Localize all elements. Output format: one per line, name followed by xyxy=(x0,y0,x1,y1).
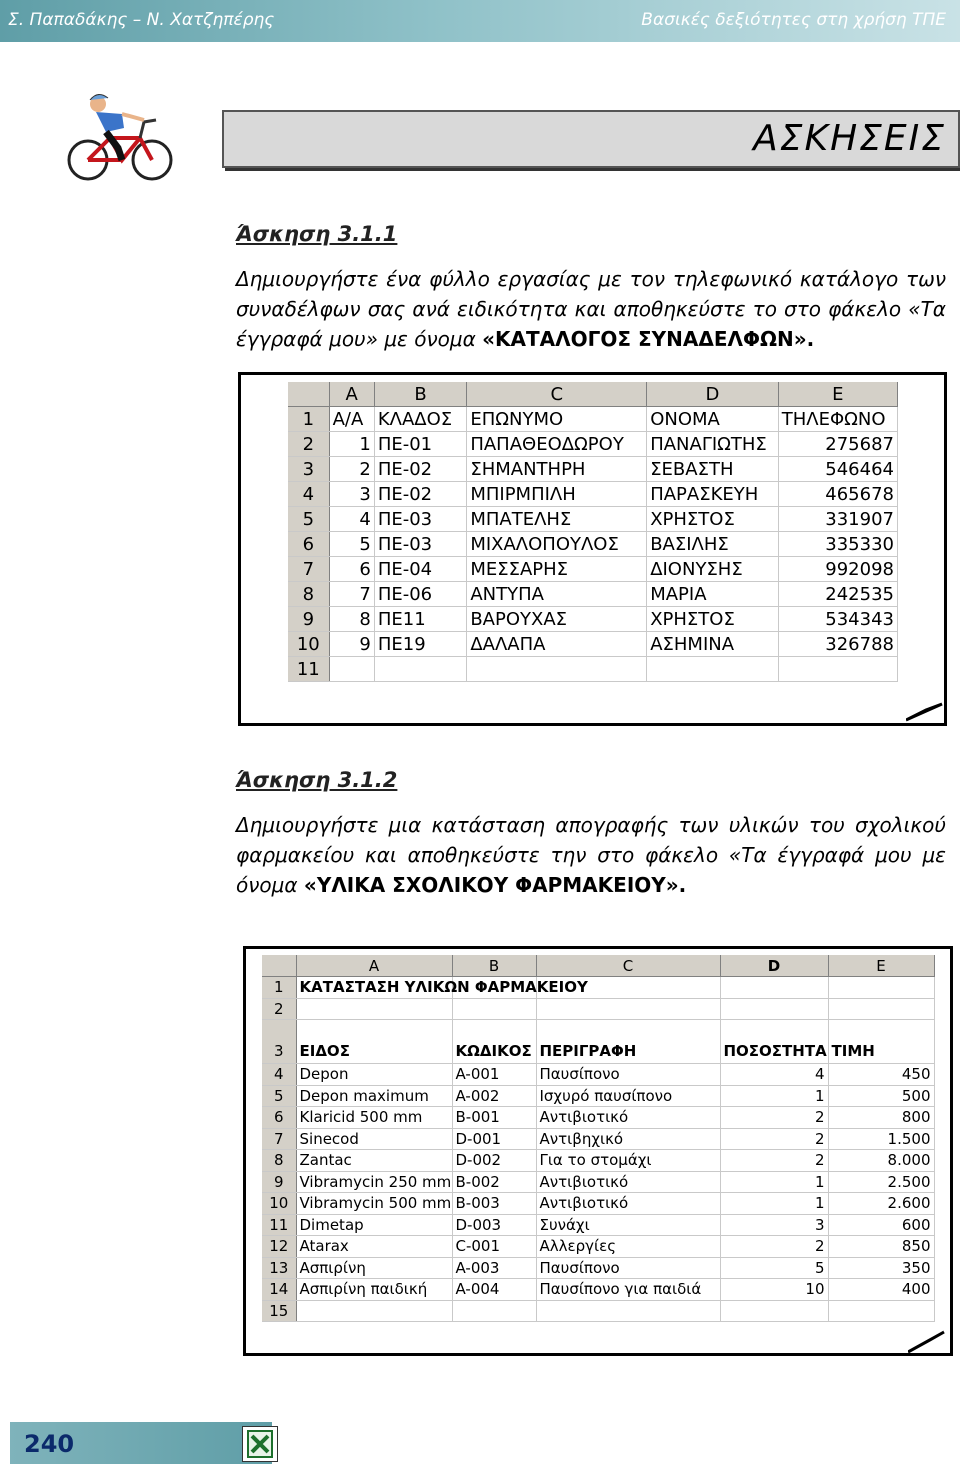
sheet-cell[interactable]: Συνάχι xyxy=(536,1214,720,1236)
sheet-cell[interactable]: 8 xyxy=(329,607,374,632)
exercise-2-title: Άσκηση 3.1.2 xyxy=(236,768,398,792)
row-header[interactable]: 2 xyxy=(288,432,329,457)
sheet-row xyxy=(262,1085,934,1107)
select-all-corner[interactable] xyxy=(262,955,296,977)
sheet-cell[interactable]: Sinecod xyxy=(296,1128,452,1150)
sheet-cell[interactable]: D-003 xyxy=(452,1214,536,1236)
sheet-row xyxy=(262,1279,934,1301)
sheet-cell[interactable]: Ασπιρίνη xyxy=(296,1257,452,1279)
sheet-cell[interactable]: 8.000 xyxy=(828,1150,934,1172)
sheet-cell[interactable] xyxy=(536,1300,720,1322)
sheet-cell[interactable] xyxy=(452,998,536,1020)
row-header[interactable]: 6 xyxy=(262,1107,296,1129)
exercise-2-text xyxy=(236,810,946,900)
sheet-cell[interactable]: 2 xyxy=(720,1128,828,1150)
sheet-row xyxy=(288,557,898,582)
header-authors: Σ. Παπαδάκης – Ν. Χατζηπέρης xyxy=(8,10,275,30)
sheet-cell[interactable]: ΚΛΑΔΟΣ xyxy=(374,407,467,432)
sheet-row xyxy=(288,582,898,607)
sheet-row xyxy=(288,407,898,432)
sheet-row xyxy=(262,977,934,999)
sheet-cell[interactable]: B-002 xyxy=(452,1171,536,1193)
excel-icon xyxy=(242,1426,278,1462)
row-header[interactable]: 6 xyxy=(288,532,329,557)
sheet-row xyxy=(288,432,898,457)
sheet-cell[interactable]: 600 xyxy=(828,1214,934,1236)
sheet-cell[interactable]: Αλλεργίες xyxy=(536,1236,720,1258)
sheet-cell[interactable]: 1 xyxy=(720,1171,828,1193)
sheet-cell[interactable]: 1.500 xyxy=(828,1128,934,1150)
page-number: 240 xyxy=(24,1430,75,1458)
exercise-1-text xyxy=(236,264,946,354)
sheet-cell[interactable] xyxy=(296,998,452,1020)
sheet-cell[interactable]: Παυσίπονο για παιδιά xyxy=(536,1279,720,1301)
sheet-cell[interactable] xyxy=(828,998,934,1020)
sheet-cell[interactable] xyxy=(536,998,720,1020)
sheet-row xyxy=(288,457,898,482)
sheet-cell[interactable]: ΕΙΔΟΣ xyxy=(296,1020,452,1064)
column-header-a[interactable]: A xyxy=(329,382,374,407)
sheet-cell[interactable]: 2 xyxy=(720,1150,828,1172)
row-header[interactable]: 5 xyxy=(288,507,329,532)
sheet-cell[interactable]: Αντιβιοτικό xyxy=(536,1193,720,1215)
sheet-cell[interactable]: 800 xyxy=(828,1107,934,1129)
sheet-row xyxy=(262,1257,934,1279)
sheet-cell[interactable]: ΠΕ-02 xyxy=(374,482,467,507)
sheet-cell[interactable]: ΜΕΣΣΑΡΗΣ xyxy=(467,557,647,582)
exercise-2-filename: «ΥΛΙΚΑ ΣΧΟΛΙΚΟΥ ΦΑΡΜΑΚΕΙΟΥ». xyxy=(303,873,687,897)
sheet-cell[interactable]: Ασπιρίνη παιδική xyxy=(296,1279,452,1301)
sheet-cell[interactable]: ΠΟΣΟΣΤΗΤΑ xyxy=(720,1020,828,1064)
sheet-cell[interactable]: 331907 xyxy=(778,507,897,532)
sheet-cell[interactable]: 6 xyxy=(329,557,374,582)
sheet-cell[interactable] xyxy=(828,1300,934,1322)
exercise-1-title: Άσκηση 3.1.1 xyxy=(236,222,398,246)
sheet-row xyxy=(288,532,898,557)
column-header-e[interactable]: E xyxy=(828,955,934,977)
sheet-row xyxy=(262,1236,934,1258)
sheet-cell[interactable]: A-002 xyxy=(452,1085,536,1107)
sheet-cell[interactable]: 275687 xyxy=(778,432,897,457)
sheet-cell[interactable]: 2.600 xyxy=(828,1193,934,1215)
row-header[interactable]: 7 xyxy=(288,557,329,582)
column-header-row xyxy=(262,955,934,977)
column-header-row xyxy=(288,382,898,407)
sheet-cell[interactable]: ΜΑΡΙΑ xyxy=(647,582,779,607)
column-header-d[interactable]: D xyxy=(647,382,779,407)
sheet-cell[interactable]: ΠΕ-01 xyxy=(374,432,467,457)
sheet-cell[interactable]: ΣΗΜΑΝΤΗΡΗ xyxy=(467,457,647,482)
sheet-cell[interactable]: ΑΝΤΥΠΑ xyxy=(467,582,647,607)
sheet-cell[interactable]: 4 xyxy=(720,1064,828,1086)
row-header[interactable]: 5 xyxy=(262,1085,296,1107)
sheet-row xyxy=(262,998,934,1020)
page-footer xyxy=(10,1422,272,1464)
sheet-cell[interactable]: 500 xyxy=(828,1085,934,1107)
sheet-cell[interactable]: ΔΙΟΝΥΣΗΣ xyxy=(647,557,779,582)
sheet-cell[interactable]: ΟΝΟΜΑ xyxy=(647,407,779,432)
sheet-cell[interactable]: Dimetap xyxy=(296,1214,452,1236)
sheet-cell[interactable]: 335330 xyxy=(778,532,897,557)
row-header[interactable]: 12 xyxy=(262,1236,296,1258)
row-header[interactable]: 1 xyxy=(288,407,329,432)
sheet-cell[interactable]: A-004 xyxy=(452,1279,536,1301)
sheet-cell[interactable]: ΠΑΠΑΘΕΟΔΩΡΟΥ xyxy=(467,432,647,457)
exercise-1-body: Δημιουργήστε ένα φύλλο εργασίας με τον τηλεφωνικό κατάλογο των συναδέλφων σας ανά ειδικότητα και αποθηκεύστε το στο φάκελο «Τα έγγραφά μου» με όνομα xyxy=(236,267,946,351)
sheet-cell[interactable]: ΕΠΩΝΥΜΟ xyxy=(467,407,647,432)
sheet-row xyxy=(262,1128,934,1150)
sheet-cell[interactable]: Klaricid 500 mm xyxy=(296,1107,452,1129)
row-header[interactable]: 1 xyxy=(262,977,296,999)
sheet-cell[interactable]: B-001 xyxy=(452,1107,536,1129)
sheet-cell[interactable]: Αντιβιοτικό xyxy=(536,1171,720,1193)
sheet-cell[interactable]: Παυσίπονο xyxy=(536,1257,720,1279)
sheet-cell[interactable] xyxy=(452,1300,536,1322)
sheet-cell[interactable]: 5 xyxy=(329,532,374,557)
sheet-cell[interactable] xyxy=(720,977,828,999)
select-all-corner[interactable] xyxy=(288,382,329,407)
column-header-c[interactable]: C xyxy=(467,382,647,407)
row-header[interactable]: 8 xyxy=(262,1150,296,1172)
column-header-c[interactable]: C xyxy=(536,955,720,977)
row-header[interactable]: 10 xyxy=(288,632,329,657)
row-header[interactable]: 9 xyxy=(262,1171,296,1193)
sheet-cell[interactable] xyxy=(374,657,467,682)
sheet-cell[interactable]: Atarax xyxy=(296,1236,452,1258)
sheet-cell[interactable]: D-001 xyxy=(452,1128,536,1150)
sheet-row xyxy=(288,657,898,682)
sheet-cell[interactable] xyxy=(296,1300,452,1322)
sheet-cell[interactable]: ΜΠΙΡΜΠΙΛΗ xyxy=(467,482,647,507)
row-header[interactable]: 14 xyxy=(262,1279,296,1301)
sheet-cell[interactable]: ΑΣΗΜΙΝΑ xyxy=(647,632,779,657)
sheet-cell[interactable]: Vibramycin 250 mm xyxy=(296,1171,452,1193)
sheet-cell[interactable]: 5 xyxy=(720,1257,828,1279)
sheet-row xyxy=(262,1107,934,1129)
sheet-cell[interactable]: Depon xyxy=(296,1064,452,1086)
sheet-cell[interactable]: Αντιβηχικό xyxy=(536,1128,720,1150)
sheet-cell[interactable]: ΒΑΣΙΛΗΣ xyxy=(647,532,779,557)
sheet-cell[interactable] xyxy=(778,657,897,682)
cyclist-icon xyxy=(66,88,178,186)
sheet-cell[interactable]: 2 xyxy=(720,1236,828,1258)
row-header[interactable]: 10 xyxy=(262,1193,296,1215)
sheet-cell[interactable]: ΠΕΡΙΓΡΑΦΗ xyxy=(536,1020,720,1064)
row-header[interactable]: 13 xyxy=(262,1257,296,1279)
column-header-a[interactable]: A xyxy=(296,955,452,977)
row-header[interactable]: 7 xyxy=(262,1128,296,1150)
row-header[interactable]: 3 xyxy=(262,1020,296,1064)
sheet-cell[interactable] xyxy=(467,657,647,682)
sheet-cell[interactable]: ΧΡΗΣΤΟΣ xyxy=(647,507,779,532)
page-curl-icon xyxy=(908,1328,948,1356)
row-header[interactable]: 8 xyxy=(288,582,329,607)
sheet-cell[interactable]: ΠΑΝΑΓΙΩΤΗΣ xyxy=(647,432,779,457)
phone-directory-sheet xyxy=(288,382,898,682)
sheet-cell[interactable]: 2 xyxy=(329,457,374,482)
sheet-row xyxy=(262,1020,934,1064)
sheet-cell[interactable]: 4 xyxy=(329,507,374,532)
sheet-row xyxy=(288,607,898,632)
sheet-cell[interactable]: B-003 xyxy=(452,1193,536,1215)
row-header[interactable]: 15 xyxy=(262,1300,296,1322)
sheet-row xyxy=(288,482,898,507)
row-header[interactable]: 11 xyxy=(262,1214,296,1236)
sheet-cell[interactable]: 546464 xyxy=(778,457,897,482)
sheet-cell[interactable]: Α/Α xyxy=(329,407,374,432)
sheet-cell[interactable]: ΠΑΡΑΣΚΕΥΗ xyxy=(647,482,779,507)
sheet-cell[interactable]: 1 xyxy=(720,1085,828,1107)
sheet-cell[interactable]: 2 xyxy=(720,1107,828,1129)
sheet-cell[interactable]: ΠΕ-03 xyxy=(374,532,467,557)
page-curl-icon xyxy=(906,700,946,726)
sheet-cell[interactable]: Παυσίπονο xyxy=(536,1064,720,1086)
sheet-cell[interactable]: 3 xyxy=(720,1214,828,1236)
sheet-cell[interactable] xyxy=(720,1300,828,1322)
sheet-row xyxy=(262,1193,934,1215)
sheet-cell[interactable]: Zantac xyxy=(296,1150,452,1172)
sheet-cell[interactable]: ΠΕ-02 xyxy=(374,457,467,482)
row-header[interactable]: 3 xyxy=(288,457,329,482)
sheet-cell[interactable]: 9 xyxy=(329,632,374,657)
sheet-row xyxy=(288,507,898,532)
sheet-cell[interactable] xyxy=(720,998,828,1020)
sheet-cell[interactable]: ΚΩΔΙΚΟΣ xyxy=(452,1020,536,1064)
sheet-cell[interactable]: 1 xyxy=(720,1193,828,1215)
sheet-cell[interactable]: ΠΕ-04 xyxy=(374,557,467,582)
sheet-cell[interactable] xyxy=(828,977,934,999)
sheet-cell[interactable]: D-002 xyxy=(452,1150,536,1172)
sheet-cell[interactable]: 450 xyxy=(828,1064,934,1086)
sheet-row xyxy=(262,1300,934,1322)
row-header[interactable]: 4 xyxy=(288,482,329,507)
sheet-cell[interactable]: 992098 xyxy=(778,557,897,582)
sheet-cell[interactable]: ΒΑΡΟΥΧΑΣ xyxy=(467,607,647,632)
sheet-cell[interactable]: Για το στομάχι xyxy=(536,1150,720,1172)
sheet-cell[interactable]: 7 xyxy=(329,582,374,607)
sheet-cell[interactable]: 400 xyxy=(828,1279,934,1301)
sheet-cell[interactable]: 242535 xyxy=(778,582,897,607)
sheet-cell[interactable]: ΠΕ-03 xyxy=(374,507,467,532)
header-book-title: Βασικές δεξιότητες στη χρήση ΤΠΕ xyxy=(641,10,946,30)
sheet-cell[interactable] xyxy=(329,657,374,682)
sheet-cell[interactable]: Ισχυρό παυσίπονο xyxy=(536,1085,720,1107)
column-header-b[interactable]: B xyxy=(452,955,536,977)
sheet-cell[interactable]: ΧΡΗΣΤΟΣ xyxy=(647,607,779,632)
sheet-cell[interactable]: 534343 xyxy=(778,607,897,632)
row-header[interactable]: 2 xyxy=(262,998,296,1020)
sheet-row xyxy=(262,1150,934,1172)
sheet-row xyxy=(288,632,898,657)
sheet-cell[interactable]: 3 xyxy=(329,482,374,507)
sheet-cell[interactable]: Αντιβιοτικό xyxy=(536,1107,720,1129)
sheet-cell[interactable]: 1 xyxy=(329,432,374,457)
sheet-cell[interactable]: A-003 xyxy=(452,1257,536,1279)
sheet-cell[interactable]: ΔΑΛΑΠΑ xyxy=(467,632,647,657)
banner-title: ΑΣΚΗΣΕΙΣ xyxy=(753,118,946,159)
sheet-cell[interactable]: C-001 xyxy=(452,1236,536,1258)
sheet-cell[interactable]: ΠΕ11 xyxy=(374,607,467,632)
sheet-cell[interactable]: 326788 xyxy=(778,632,897,657)
sheet-cell[interactable]: ΤΗΛΕΦΩΝΟ xyxy=(778,407,897,432)
sheet-cell[interactable]: ΠΕ19 xyxy=(374,632,467,657)
sheet-cell[interactable] xyxy=(647,657,779,682)
sheet-cell[interactable]: 465678 xyxy=(778,482,897,507)
sheet-cell[interactable]: Vibramycin 500 mm xyxy=(296,1193,452,1215)
sheet-cell[interactable]: 10 xyxy=(720,1279,828,1301)
exercises-banner xyxy=(222,110,960,168)
column-header-d[interactable]: D xyxy=(720,955,828,977)
sheet-row xyxy=(262,1171,934,1193)
sheet-cell[interactable]: Depon maximum xyxy=(296,1085,452,1107)
sheet-cell[interactable]: 850 xyxy=(828,1236,934,1258)
sheet-row xyxy=(262,1064,934,1086)
sheet-row xyxy=(262,1214,934,1236)
sheet-cell[interactable]: ΠΕ-06 xyxy=(374,582,467,607)
column-header-e[interactable]: E xyxy=(778,382,897,407)
sheet-cell[interactable]: 350 xyxy=(828,1257,934,1279)
column-header-b[interactable]: B xyxy=(374,382,467,407)
sheet-cell[interactable]: ΤΙΜΗ xyxy=(828,1020,934,1064)
exercise-1-filename: «ΚΑΤΑΛΟΓΟΣ ΣΥΝΑΔΕΛΦΩΝ». xyxy=(482,327,815,351)
pharmacy-inventory-sheet xyxy=(262,955,935,1322)
row-header[interactable]: 11 xyxy=(288,657,329,682)
sheet-cell[interactable]: ΜΙΧΑΛΟΠΟΥΛΟΣ xyxy=(467,532,647,557)
page-header xyxy=(0,0,960,42)
sheet-cell[interactable]: ΣΕΒΑΣΤΗ xyxy=(647,457,779,482)
sheet-cell[interactable]: A-001 xyxy=(452,1064,536,1086)
exercise-2-body: Δημιουργήστε μια κατάσταση απογραφής των υλικών του σχολικού φαρμακείου και αποθηκεύστε την στο φάκελο «Τα έγγραφά μου με όνομα xyxy=(236,813,946,897)
sheet-cell[interactable]: ΚΑΤΑΣΤΑΣΗ ΥΛΙΚΩΝ ΦΑΡΜΑΚΕΙΟΥ xyxy=(296,977,452,999)
row-header[interactable]: 9 xyxy=(288,607,329,632)
row-header[interactable]: 4 xyxy=(262,1064,296,1086)
sheet-cell[interactable]: 2.500 xyxy=(828,1171,934,1193)
sheet-cell[interactable]: ΜΠΑΤΕΛΗΣ xyxy=(467,507,647,532)
